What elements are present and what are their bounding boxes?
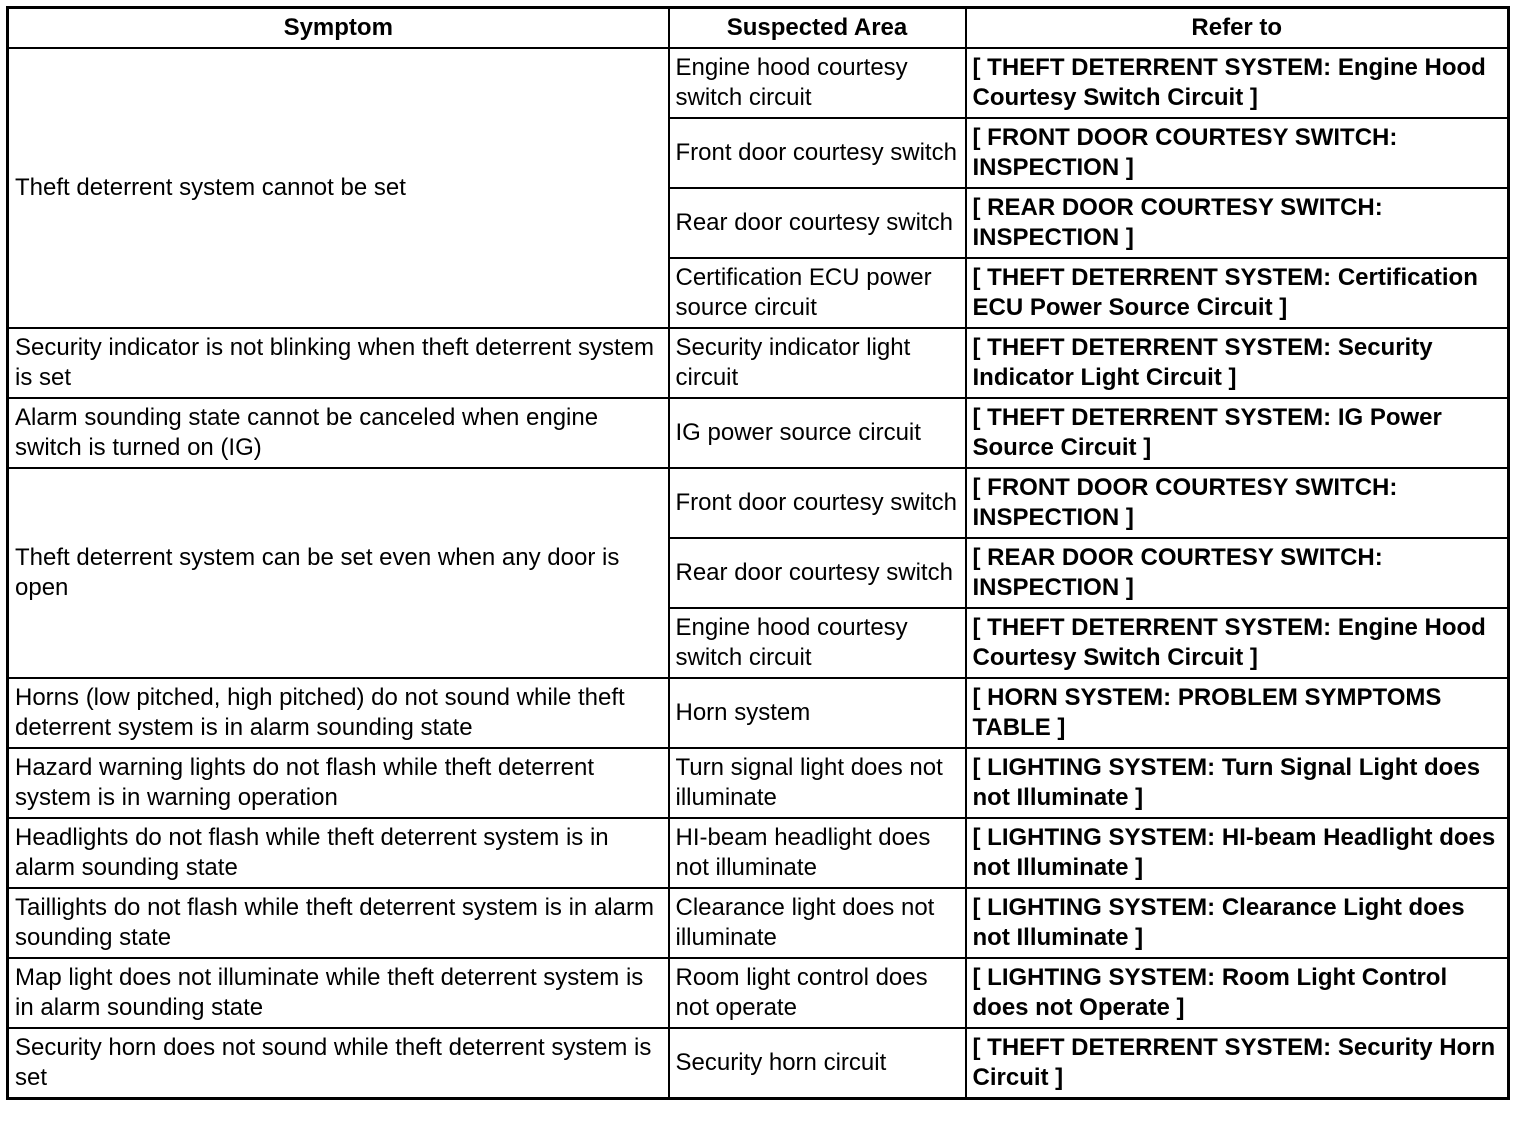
- refer-to-cell: [ THEFT DETERRENT SYSTEM: Engine Hood Courtesy Switch Circuit ]: [966, 608, 1509, 678]
- symptom-cell: Horns (low pitched, high pitched) do not sound while theft deterrent system is in alarm sounding state: [8, 678, 669, 748]
- symptom-cell: Map light does not illuminate while theft deterrent system is in alarm sounding state: [8, 958, 669, 1028]
- refer-to-cell: [ REAR DOOR COURTESY SWITCH: INSPECTION ]: [966, 538, 1509, 608]
- refer-to-cell: [ THEFT DETERRENT SYSTEM: IG Power Source Circuit ]: [966, 398, 1509, 468]
- refer-to-cell: [ THEFT DETERRENT SYSTEM: Security Indicator Light Circuit ]: [966, 328, 1509, 398]
- suspected-area-cell: Engine hood courtesy switch circuit: [669, 48, 966, 118]
- refer-to-cell: [ THEFT DETERRENT SYSTEM: Certification ECU Power Source Circuit ]: [966, 258, 1509, 328]
- table-row: [8, 958, 1509, 1028]
- table-row: [8, 748, 1509, 818]
- header-row: [8, 8, 1509, 49]
- refer-to-cell: [ REAR DOOR COURTESY SWITCH: INSPECTION ]: [966, 188, 1509, 258]
- table-body: [8, 48, 1509, 1099]
- header-symptom: Symptom: [8, 8, 669, 49]
- table-row: [8, 468, 1509, 538]
- suspected-area-cell: Rear door courtesy switch: [669, 188, 966, 258]
- refer-to-cell: [ THEFT DETERRENT SYSTEM: Engine Hood Courtesy Switch Circuit ]: [966, 48, 1509, 118]
- refer-to-cell: [ HORN SYSTEM: PROBLEM SYMPTOMS TABLE ]: [966, 678, 1509, 748]
- table-row: [8, 328, 1509, 398]
- suspected-area-cell: Turn signal light does not illuminate: [669, 748, 966, 818]
- refer-to-cell: [ THEFT DETERRENT SYSTEM: Security Horn Circuit ]: [966, 1028, 1509, 1099]
- header-refer-to: Refer to: [966, 8, 1509, 49]
- problem-symptoms-table: [6, 6, 1510, 1100]
- table-row: [8, 398, 1509, 468]
- suspected-area-cell: Clearance light does not illuminate: [669, 888, 966, 958]
- symptom-cell: Headlights do not flash while theft deterrent system is in alarm sounding state: [8, 818, 669, 888]
- refer-to-cell: [ FRONT DOOR COURTESY SWITCH: INSPECTION ]: [966, 468, 1509, 538]
- suspected-area-cell: Security indicator light circuit: [669, 328, 966, 398]
- table-row: [8, 818, 1509, 888]
- table-header: [8, 8, 1509, 49]
- suspected-area-cell: Room light control does not operate: [669, 958, 966, 1028]
- refer-to-cell: [ LIGHTING SYSTEM: HI-beam Headlight does not Illuminate ]: [966, 818, 1509, 888]
- symptom-cell: Hazard warning lights do not flash while theft deterrent system is in warning operation: [8, 748, 669, 818]
- suspected-area-cell: Certification ECU power source circuit: [669, 258, 966, 328]
- table-row: [8, 1028, 1509, 1099]
- symptom-cell: Taillights do not flash while theft deterrent system is in alarm sounding state: [8, 888, 669, 958]
- symptom-cell: Security indicator is not blinking when theft deterrent system is set: [8, 328, 669, 398]
- table-row: [8, 48, 1509, 118]
- header-suspected-area: Suspected Area: [669, 8, 966, 49]
- suspected-area-cell: Front door courtesy switch: [669, 118, 966, 188]
- symptom-cell: Security horn does not sound while theft deterrent system is set: [8, 1028, 669, 1099]
- symptom-cell: Theft deterrent system cannot be set: [8, 48, 669, 328]
- refer-to-cell: [ FRONT DOOR COURTESY SWITCH: INSPECTION ]: [966, 118, 1509, 188]
- suspected-area-cell: IG power source circuit: [669, 398, 966, 468]
- suspected-area-cell: Front door courtesy switch: [669, 468, 966, 538]
- suspected-area-cell: HI-beam headlight does not illuminate: [669, 818, 966, 888]
- symptom-cell: Alarm sounding state cannot be canceled when engine switch is turned on (IG): [8, 398, 669, 468]
- refer-to-cell: [ LIGHTING SYSTEM: Room Light Control does not Operate ]: [966, 958, 1509, 1028]
- refer-to-cell: [ LIGHTING SYSTEM: Clearance Light does not Illuminate ]: [966, 888, 1509, 958]
- suspected-area-cell: Horn system: [669, 678, 966, 748]
- table-row: [8, 888, 1509, 958]
- symptom-cell: Theft deterrent system can be set even when any door is open: [8, 468, 669, 678]
- suspected-area-cell: Rear door courtesy switch: [669, 538, 966, 608]
- table-row: [8, 678, 1509, 748]
- suspected-area-cell: Engine hood courtesy switch circuit: [669, 608, 966, 678]
- refer-to-cell: [ LIGHTING SYSTEM: Turn Signal Light does not Illuminate ]: [966, 748, 1509, 818]
- suspected-area-cell: Security horn circuit: [669, 1028, 966, 1099]
